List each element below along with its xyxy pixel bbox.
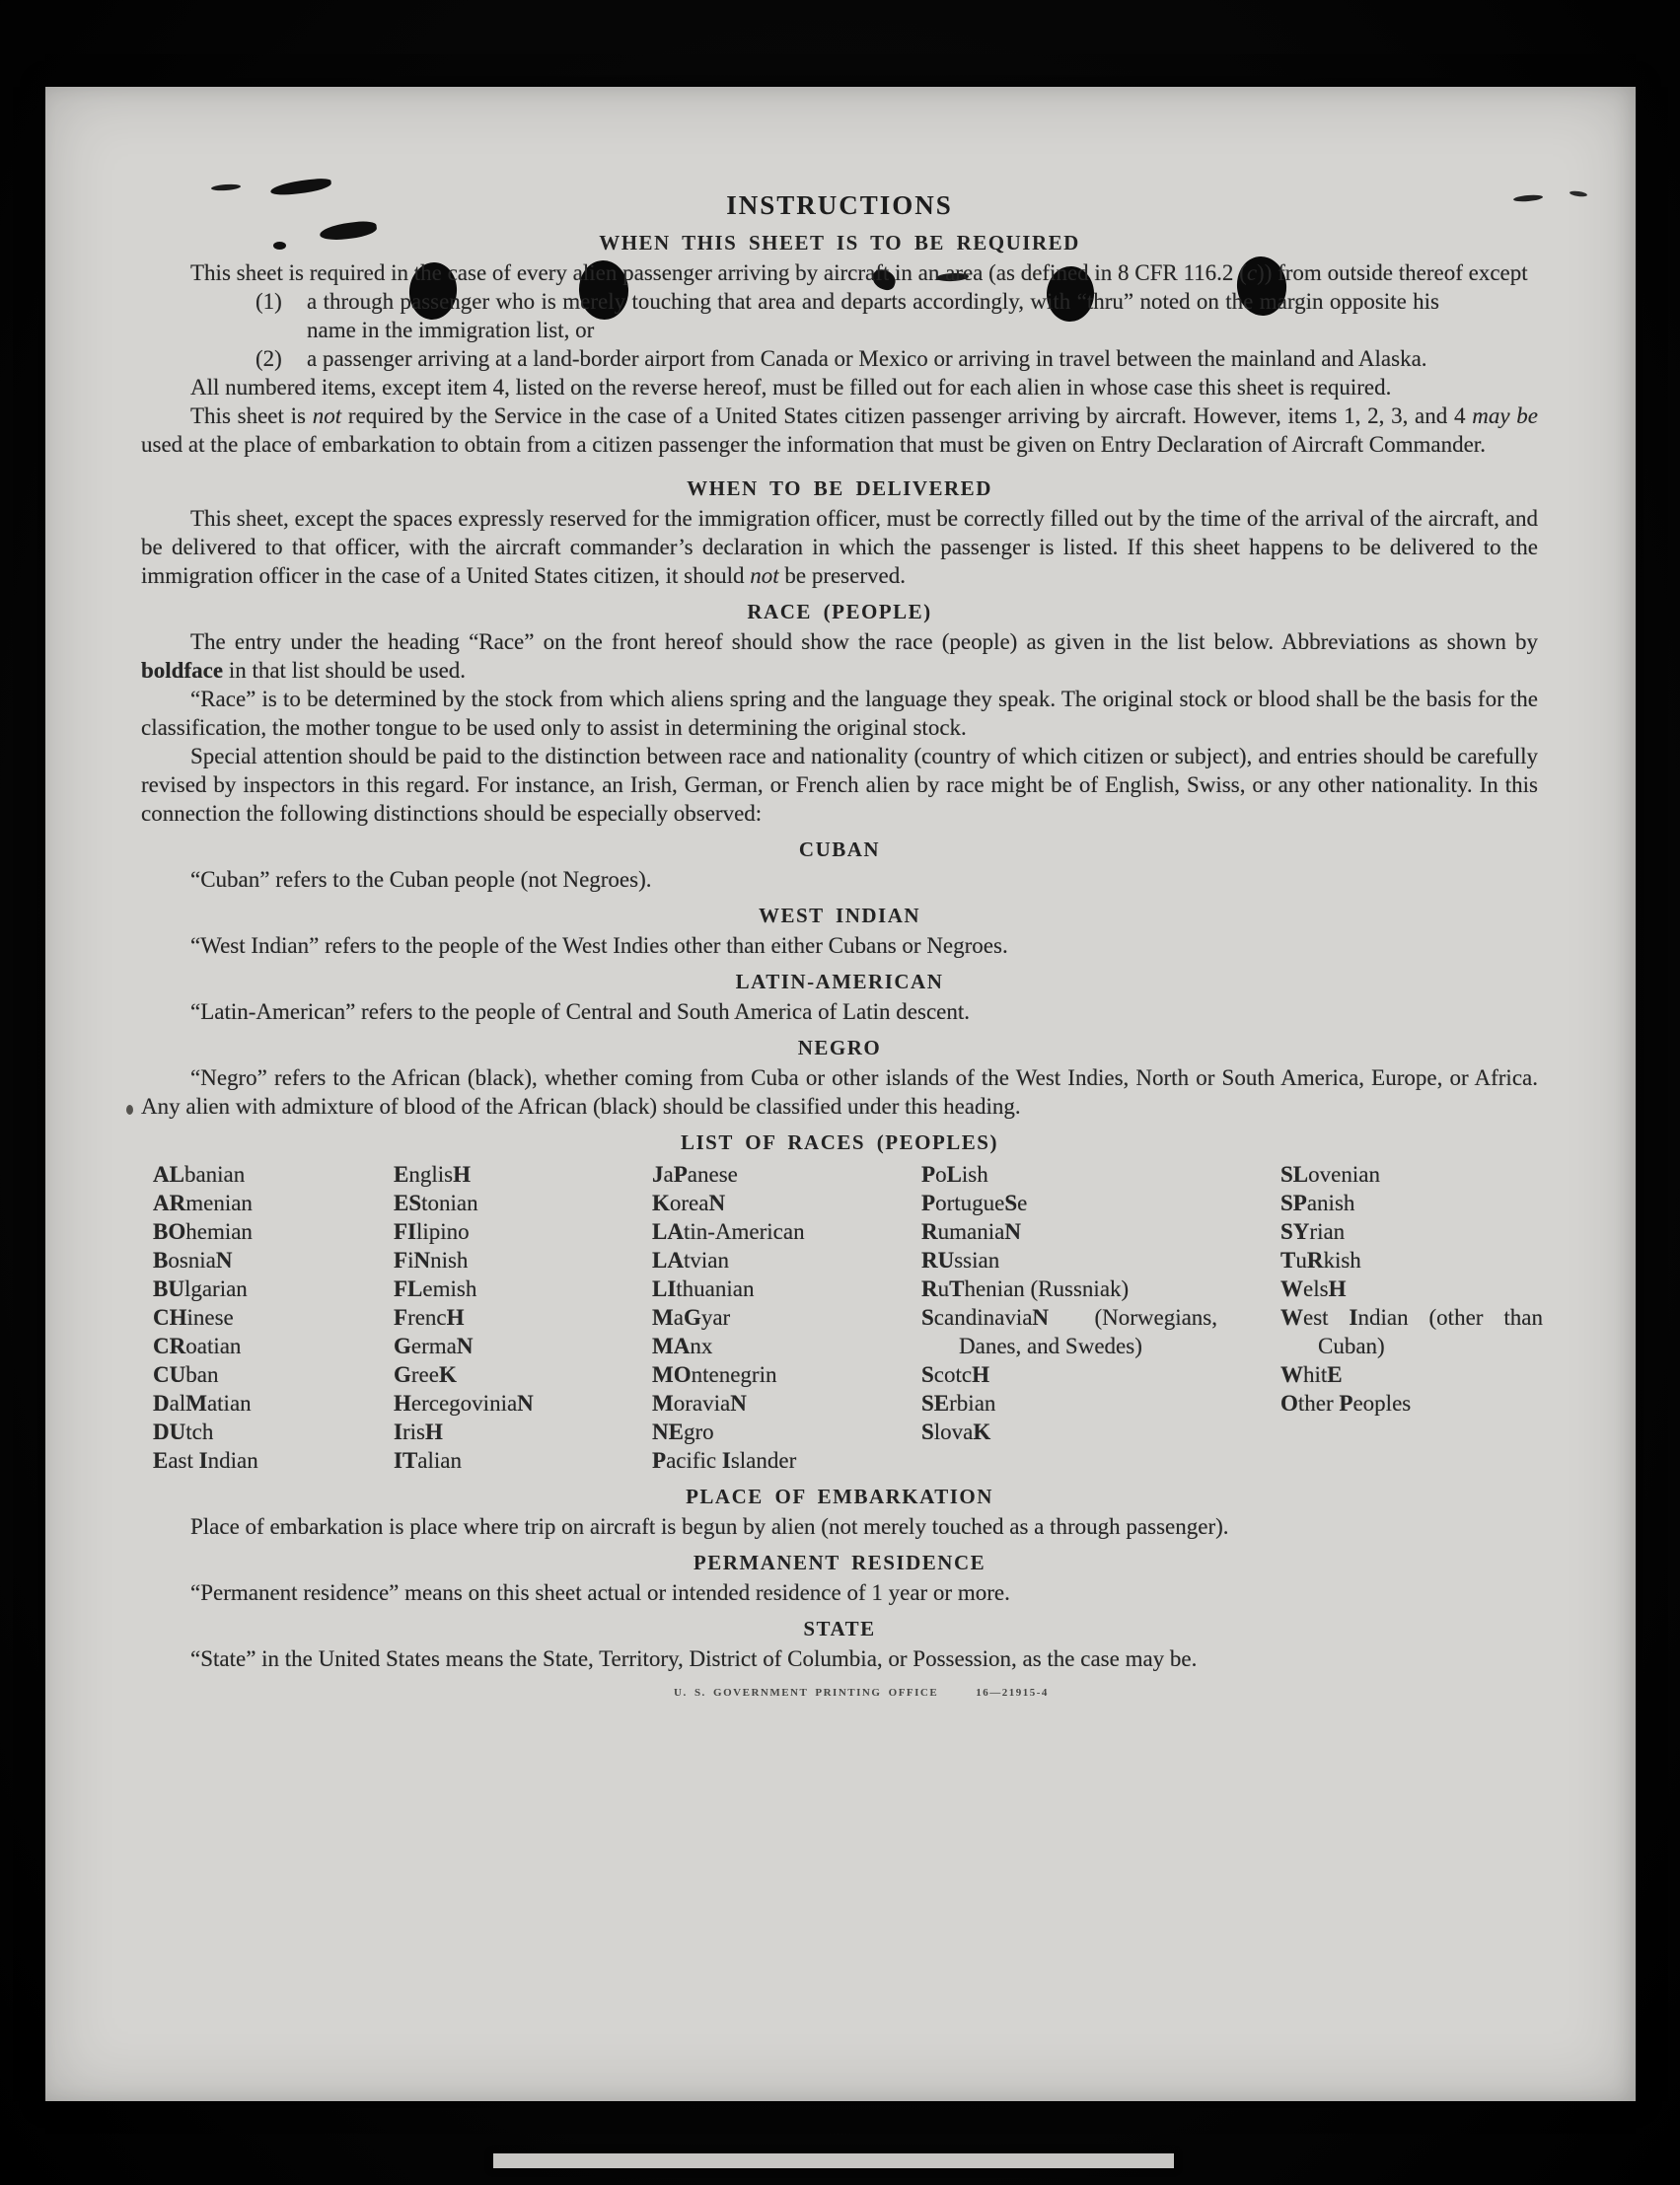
- paragraph-permanent-residence: “Permanent residence” means on this sheet actual or intended residence of 1 year or more.: [190, 1580, 1010, 1605]
- paragraph-race-2: “Race” is to be determined by the stock from which aliens spring and the language they speak. The original stock or blood shall be the basis for the classification, the mother tongue to be used only to assist in determining the original stock.: [141, 687, 1538, 740]
- paragraph-race-3: Special attention should be paid to the distinction between race and nationality (country of which citizen or subject), and entries should be carefully revised by inspectors in this regard. For instance, an Irish, German, or French alien by race might be of English, Swiss, or any other nationality. In this connection the following distinctions should be especially observed:: [141, 744, 1538, 826]
- race-entry: East Indian: [153, 1448, 258, 1473]
- race-entry: SLovenian: [1280, 1162, 1380, 1187]
- heading-permanent-residence: PERMANENT RESIDENCE: [693, 1551, 986, 1574]
- race-entry: DUtch: [153, 1420, 214, 1444]
- race-entry: FIlipino: [394, 1219, 470, 1244]
- race-entry: CHinese: [153, 1305, 234, 1330]
- list-item-1-number: (1): [256, 289, 282, 314]
- paragraph-state: “State” in the United States means the State, Territory, District of Columbia, or Possession, as the case may be.: [190, 1646, 1198, 1671]
- ink-smudge: [1570, 190, 1588, 197]
- race-entry: GreeK: [394, 1362, 457, 1387]
- paragraph-cuban: “Cuban” refers to the Cuban people (not Negroes).: [190, 867, 652, 892]
- heading-state: STATE: [803, 1617, 876, 1640]
- race-entry: CUban: [153, 1362, 219, 1387]
- race-entry: West Indian (other than Cuban): [1280, 1305, 1543, 1358]
- race-entry: RUssian: [921, 1248, 1000, 1273]
- race-entry: EStonian: [394, 1191, 478, 1215]
- race-column: [394, 1160, 640, 1475]
- race-entry: EnglisH: [394, 1162, 471, 1187]
- heading-negro: NEGRO: [797, 1036, 882, 1059]
- race-entry: IrisH: [394, 1420, 443, 1444]
- printing-office-code: 16—21915-4: [976, 1687, 1049, 1699]
- race-list: [153, 1160, 1543, 1475]
- race-entry: ScandinaviaN (Norwegians, Danes, and Swedes): [921, 1305, 1217, 1358]
- paragraph-race-1: The entry under the heading “Race” on the front hereof should show the race (people) as given in the list below. Abbreviations as shown by boldface in that list should be used.: [141, 629, 1538, 683]
- ink-smudge: [126, 1105, 133, 1115]
- race-entry: MaGyar: [652, 1305, 731, 1330]
- race-entry: MOntenegrin: [652, 1362, 777, 1387]
- race-entry: ALbanian: [153, 1162, 246, 1187]
- race-entry: NEgro: [652, 1420, 714, 1444]
- heading-west-indian: WEST INDIAN: [758, 904, 921, 927]
- race-entry: SErbian: [921, 1391, 996, 1416]
- printing-office-note: [674, 1687, 1538, 1699]
- list-item-1-text: a through passenger who is merely touching that area and departs accordingly, with “thru” noted on the margin opposite his name in the immigration list, or: [307, 289, 1439, 342]
- page-title: INSTRUCTIONS: [726, 190, 953, 220]
- race-entry: RuThenian (Russniak): [921, 1276, 1130, 1301]
- paragraph-latin-american: “Latin-American” refers to the people of Central and South America of Latin descent.: [190, 999, 970, 1024]
- race-column: [1280, 1160, 1543, 1418]
- race-entry: FiNnish: [394, 1248, 469, 1273]
- race-column: [652, 1160, 909, 1475]
- race-entry: FrencH: [394, 1305, 465, 1330]
- race-entry: JaPanese: [652, 1162, 738, 1187]
- race-entry: GermaN: [394, 1334, 474, 1358]
- heading-cuban: CUBAN: [798, 838, 881, 861]
- list-item-2-text: a passenger arriving at a land-border airport from Canada or Mexico or arriving in travel between the mainland and Alaska.: [307, 346, 1427, 371]
- page-edge-strip: [493, 2153, 1174, 2168]
- heading-latin-american: LATIN-AMERICAN: [735, 970, 944, 993]
- race-entry: LAtvian: [652, 1248, 729, 1273]
- paragraph-embarkation: Place of embarkation is place where trip on aircraft is begun by alien (not merely touched as a through passenger).: [190, 1514, 1229, 1539]
- heading-when-required: WHEN THIS SHEET IS TO BE REQUIRED: [599, 231, 1080, 255]
- race-entry: DalMatian: [153, 1391, 252, 1416]
- heading-list-of-races: LIST OF RACES (PEOPLES): [681, 1130, 998, 1154]
- race-entry: LAtin-American: [652, 1219, 805, 1244]
- heading-embarkation: PLACE OF EMBARKATION: [686, 1485, 993, 1508]
- paragraph-when-required-1: This sheet is required in the case of every alien passenger arriving by aircraft in an area (as defined in 8 CFR 116.2 (c)) from outside thereof except: [190, 260, 1528, 285]
- race-entry: BUlgarian: [153, 1276, 248, 1301]
- race-column: [921, 1160, 1217, 1446]
- race-entry: SlovaK: [921, 1420, 991, 1444]
- race-entry: RumaniaN: [921, 1219, 1021, 1244]
- race-entry: ARmenian: [153, 1191, 253, 1215]
- race-entry: SYrian: [1280, 1219, 1346, 1244]
- paragraph-when-required-2: All numbered items, except item 4, listed on the reverse hereof, must be filled out for each alien in whose case this sheet is required.: [190, 375, 1392, 400]
- race-entry: KoreaN: [652, 1191, 726, 1215]
- race-entry: HercegoviniaN: [394, 1391, 534, 1416]
- printing-office-text: U. S. GOVERNMENT PRINTING OFFICE: [674, 1687, 939, 1699]
- race-entry: SPanish: [1280, 1191, 1355, 1215]
- heading-when-delivered: WHEN TO BE DELIVERED: [687, 476, 992, 500]
- list-item-2: [256, 344, 1439, 373]
- race-entry: ITalian: [394, 1448, 462, 1473]
- document-page: [45, 87, 1636, 2101]
- race-entry: PoLish: [921, 1162, 988, 1187]
- paragraph-negro: “Negro” refers to the African (black), whether coming from Cuba or other islands of the West Indies, North or South America, Europe, or Africa. Any alien with admixture of blood of the African (black) should be classified under this heading.: [141, 1065, 1538, 1119]
- race-entry: LIthuanian: [652, 1276, 755, 1301]
- race-entry: CRoatian: [153, 1334, 242, 1358]
- race-entry: MAnx: [652, 1334, 713, 1358]
- heading-race: RACE (PEOPLE): [747, 600, 932, 623]
- race-entry: BosniaN: [153, 1248, 233, 1273]
- race-entry: TuRkish: [1280, 1248, 1361, 1273]
- paragraph-when-delivered: This sheet, except the spaces expressly reserved for the immigration officer, must be correctly filled out by the time of the arrival of the aircraft, and be delivered to that officer, with the aircraft commander’s declaration in which the passenger is listed. If this sheet happens to be delivered to the immigration officer in the case of a United States citizen, it should not be preserved.: [141, 506, 1538, 588]
- race-entry: BOhemian: [153, 1219, 253, 1244]
- race-entry: WelsH: [1280, 1276, 1347, 1301]
- race-column: [153, 1160, 382, 1475]
- page-content: [141, 189, 1543, 1699]
- race-entry: Other Peoples: [1280, 1391, 1412, 1416]
- list-item-1: [256, 287, 1439, 344]
- race-entry: WhitE: [1280, 1362, 1343, 1387]
- list-item-2-number: (2): [256, 346, 282, 371]
- race-entry: Pacific Islander: [652, 1448, 797, 1473]
- race-entry: FLemish: [394, 1276, 477, 1301]
- race-entry: MoraviaN: [652, 1391, 747, 1416]
- race-entry: ScotcH: [921, 1362, 989, 1387]
- paragraph-when-required-3: This sheet is not required by the Service in the case of a United States citizen passenger arriving by aircraft. However, items 1, 2, 3, and 4 may be used at the place of embarkation to obtain from a citizen passenger the information that must be given on Entry Declaration of Aircraft Commander.: [141, 403, 1538, 457]
- paragraph-west-indian: “West Indian” refers to the people of the West Indies other than either Cubans or Negroes.: [190, 933, 1008, 958]
- race-entry: PortugueSe: [921, 1191, 1028, 1215]
